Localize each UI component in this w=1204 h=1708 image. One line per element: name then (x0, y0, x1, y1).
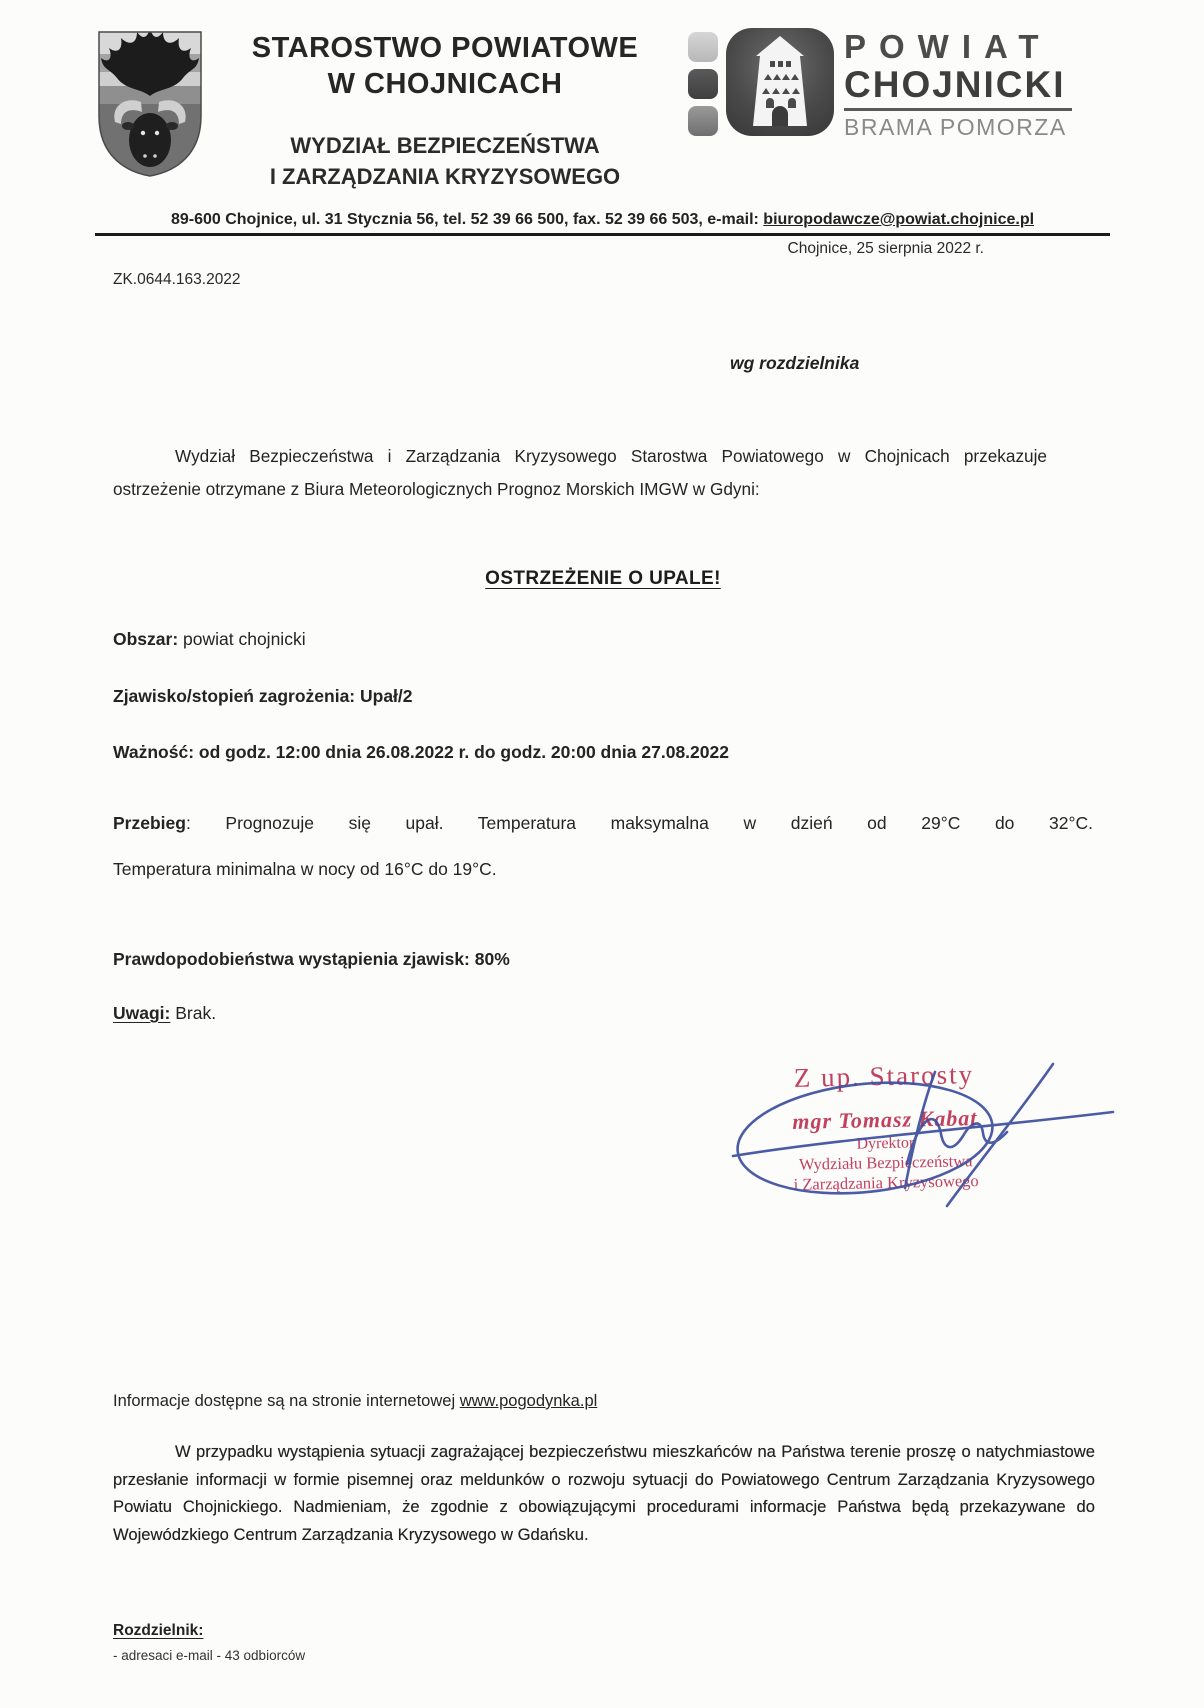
warning-validity-line: Ważność: od godz. 12:00 dnia 26.08.2022 r. do godz. 20:00 dnia 27.08.2022 (113, 742, 729, 762)
county-crest-icon (95, 28, 205, 180)
stamp-signer-name: mgr Tomasz Kabat (792, 1105, 978, 1134)
handwritten-signature (695, 1038, 1125, 1228)
warning-phenomenon-line: Zjawisko/stopień zagrożenia: Upał/2 (113, 686, 413, 706)
office-name-line1: STAROSTWO POWIATOWE (251, 32, 639, 64)
contact-line (95, 211, 1110, 229)
area-label: Obszar: (113, 629, 179, 649)
notes-value: Brak. (170, 1003, 217, 1023)
brand-square-dark (688, 69, 718, 99)
place-and-date: Chojnice, 25 sierpnia 2022 r. (787, 240, 984, 257)
stamp-dept-line2: i Zarządzania Kryzysowego (793, 1171, 979, 1194)
brand-word-powiat: POWIAT (844, 28, 1052, 65)
office-header (230, 30, 660, 192)
info-line (113, 1392, 597, 1411)
brand-word-brama-pomorza: BRAMA POMORZA (844, 114, 1067, 140)
warning-area-line (113, 629, 1093, 650)
department-line2: I ZARZĄDZANIA KRYZYSOWEGO (269, 164, 621, 189)
course-line1 (113, 800, 1093, 846)
course-text1: : Prognozuje się upał. Temperatura maksymalna w dzień od 29°C do 32°C. (185, 813, 1093, 833)
gate-tower-logo (726, 28, 834, 136)
warning-notes-line (113, 1003, 1093, 1024)
email-link[interactable]: biuropodawcze@powiat.chojnice.pl (763, 211, 1035, 228)
tower-icon (726, 28, 834, 136)
pogodynka-link[interactable]: www.pogodynka.pl (459, 1392, 598, 1410)
addressee-note: wg rozdzielnika (730, 353, 860, 373)
department-line1: WYDZIAŁ BEZPIECZEŃSTWA (290, 133, 600, 158)
warning-title: OSTRZEŻENIE O UPALE! (485, 568, 721, 589)
stamp-dept-line1: Wydziału Bezpieczeństwa (798, 1151, 973, 1174)
course-line2: Temperatura minimalna w nocy od 16°C do 19°C. (113, 859, 497, 879)
brand-square-medium (688, 106, 718, 136)
office-name-line2: W CHOJNICACH (327, 68, 563, 100)
course-label: Przebieg (113, 813, 186, 833)
area-value: powiat chojnicki (178, 629, 306, 649)
brand-square-light (688, 32, 718, 62)
header-divider (95, 233, 1110, 236)
county-brand (688, 28, 1072, 143)
info-text: Informacje dostępne są na stronie internetowej (113, 1392, 460, 1410)
distribution-value: - adresaci e-mail - 43 odbiorców (113, 1648, 306, 1663)
warning-probability-line: Prawdopodobieństwa wystąpienia zjawisk: 80% (113, 949, 510, 969)
closing-paragraph: W przypadku wystąpienia sytuacji zagrażającej bezpieczeństwu mieszkańców na Państwa terenie proszę o natychmiastowe przesłanie informacji w formie pisemnej oraz meldunków o rozwoju sytuacji do Powiatowego Centrum Zarządzania Kryzysowego Powiatu Chojnickiego. Nadmieniam, że zgodnie z obowiązującymi procedurami informacje Państwa będą przekazywane do Wojewódzkiego Centrum Zarządzania Kryzysowego w Gdańsku. (113, 1442, 1095, 1544)
case-number: ZK.0644.163.2022 (113, 271, 241, 288)
contact-address: 89-600 Chojnice, ul. 31 Stycznia 56, tel. 52 39 66 500, fax. 52 39 66 503, e-mail: (170, 211, 764, 228)
warning-title-row (113, 568, 1093, 590)
intro-paragraph: Wydział Bezpieczeństwa i Zarządzania Kryzysowego Starostwa Powiatowego w Chojnicach przekazuje ostrzeżenie otrzymane z Biura Meteorologicznych Prognoz Morskich IMGW w Gdyni: (113, 446, 1047, 499)
distribution-label: Rozdzielnik: (113, 1622, 204, 1639)
warning-course-paragraph (113, 800, 1093, 892)
stamp-authorization: Z up. Starosty (793, 1059, 975, 1093)
notes-label: Uwagi: (113, 1003, 171, 1023)
brand-squares-icon (688, 32, 718, 136)
stamp-signer-title: Dyrektor (856, 1134, 915, 1153)
brand-word-chojnicki: CHOJNICKI (844, 64, 1072, 111)
